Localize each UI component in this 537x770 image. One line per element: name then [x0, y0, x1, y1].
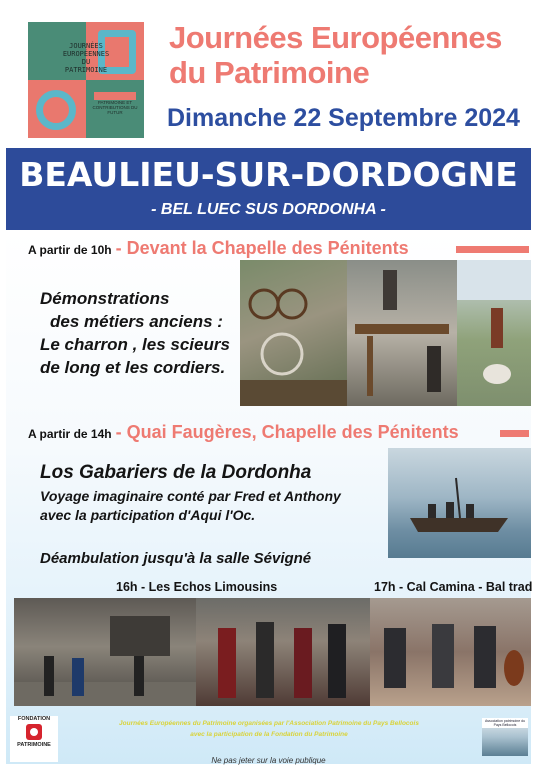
sawyers-illustration — [347, 260, 457, 406]
logo-line: DU — [81, 58, 91, 66]
fondation-mark-icon — [26, 724, 42, 740]
musicians-illustration — [370, 598, 531, 706]
section-2-time: A partir de 14h — [28, 427, 112, 441]
demo-line: Le charron , les scieurs — [40, 335, 230, 354]
town-banner — [6, 148, 531, 230]
do-not-litter-notice: Ne pas jeter sur la voie publique — [211, 756, 326, 765]
gabariers-title: Los Gabariers de la Dordonha — [40, 462, 312, 483]
photo-ropemakers — [457, 260, 531, 406]
boat-illustration — [388, 448, 531, 558]
logo-line: EUROPÉENNES — [62, 50, 110, 58]
logo-shape — [36, 90, 76, 130]
title-line-1: Journées Européennes — [169, 20, 502, 55]
dancers-illustration — [14, 598, 196, 706]
photo-wheelwright — [240, 260, 347, 406]
photo-folk-dancers — [14, 598, 196, 706]
deambulation-text: Déambulation jusqu'à la salle Sévigné — [40, 550, 312, 567]
subtitle-line: avec la participation d'Aqui l'Oc. — [40, 507, 256, 523]
demo-line: de long et les cordiers. — [40, 358, 226, 377]
logo-small-text: PATRIMOINE ET CONTRIBUTIONS DU FUTUR — [92, 100, 138, 115]
title-line-2: du Patrimoine — [169, 55, 370, 90]
caption-cal-camina: 17h - Cal Camina - Bal trad — [374, 580, 533, 594]
demo-line: des métiers anciens : — [50, 312, 223, 331]
logo-line: JOURNÉES — [69, 42, 103, 50]
fondation-label: FONDATION — [17, 716, 51, 722]
photo-gabarre-boat — [388, 448, 531, 558]
organizer-text — [64, 718, 474, 740]
photo-sawyers — [347, 260, 457, 406]
wheel-illustration — [240, 260, 347, 406]
demonstrations-text — [40, 287, 245, 379]
association-label: Association patrimoine du Pays Bellocois — [482, 718, 528, 728]
organizer-line: avec la participation de la Fondation du Patrimoine — [190, 731, 348, 738]
logo-shape — [94, 92, 136, 100]
subtitle-line: Voyage imaginaire conté par Fred et Anthony — [40, 488, 341, 504]
photo-musicians — [370, 598, 531, 706]
logo-line: PATRIMOINE — [64, 66, 108, 74]
costume-illustration — [196, 598, 370, 706]
gabariers-subtitle — [40, 487, 390, 525]
occitan-name: - BEL LUEC SUS DORDONHA - — [151, 201, 386, 218]
organizer-line: Journées Européennes du Patrimoine organisées par l'Association Patrimoine du Pays Bellocois — [119, 720, 419, 727]
photo-costumed-group — [196, 598, 370, 706]
jep-logo — [28, 22, 144, 138]
caption-echos-limousins: 16h - Les Echos Limousins — [116, 580, 278, 594]
section-1-rule — [456, 246, 529, 253]
section-1-time: A partir de 10h — [28, 243, 112, 257]
event-title — [169, 20, 529, 90]
section-1-heading — [28, 238, 409, 259]
footer — [6, 710, 531, 764]
section-1-place: - Devant la Chapelle des Pénitents — [115, 238, 409, 258]
section-2-place: - Quai Faugères, Chapelle des Pénitents — [115, 422, 459, 442]
section-2-heading — [28, 422, 459, 443]
section-2-rule — [500, 430, 529, 437]
poster — [6, 6, 531, 764]
rope-illustration — [457, 260, 531, 406]
event-date: Dimanche 22 Septembre 2024 — [167, 104, 520, 132]
demo-line: Démonstrations — [40, 289, 170, 308]
town-name: BEAULIEU-SUR-DORDOGNE — [19, 155, 518, 194]
fondation-label: PATRIMOINE — [17, 742, 51, 748]
association-logo — [482, 718, 528, 756]
logo-text — [42, 42, 130, 74]
